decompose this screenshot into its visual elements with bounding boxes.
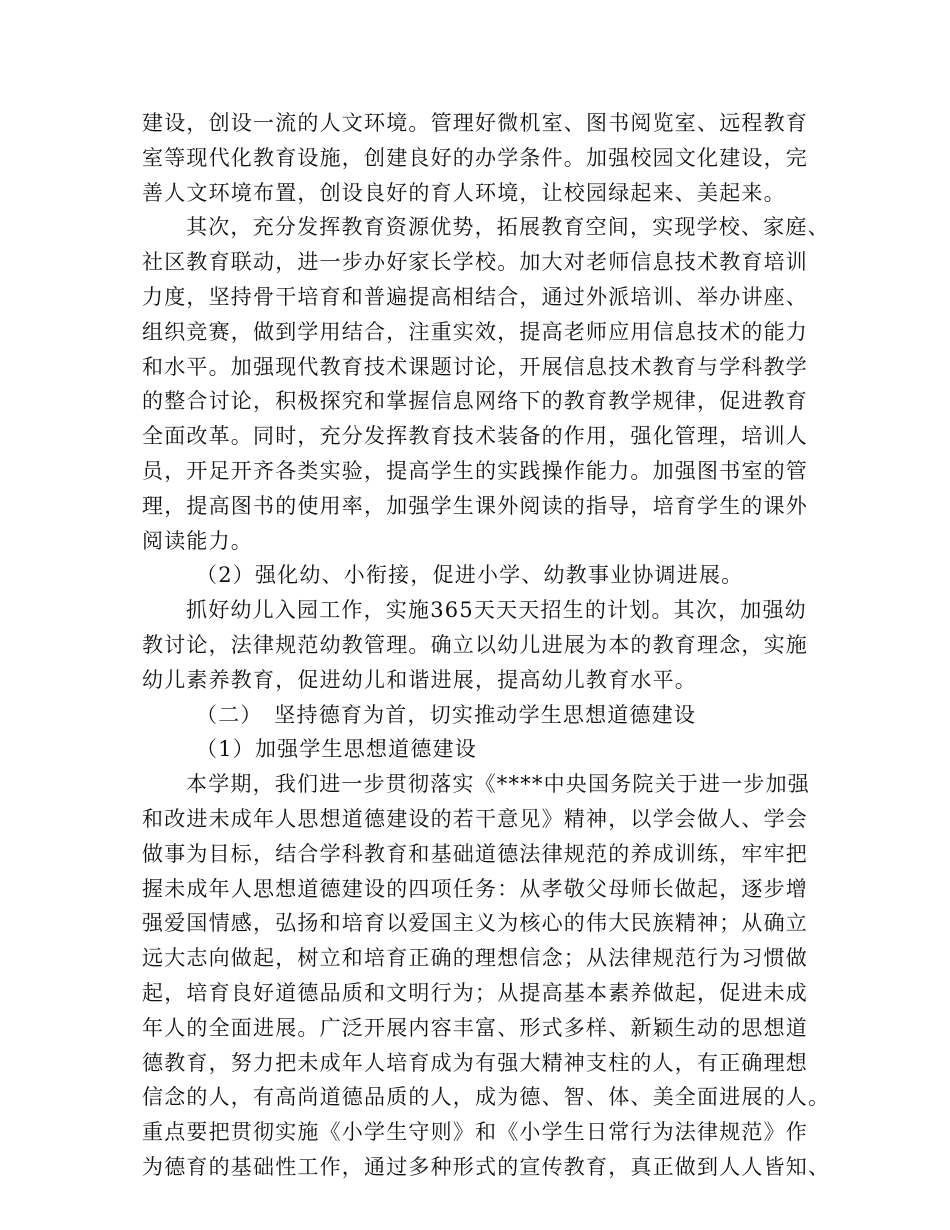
text-line: 重点要把贯彻实施《小学生守则》和《小学生日常行为法律规范》作 <box>142 1120 808 1145</box>
text-line: 阅读能力。 <box>142 528 253 553</box>
text-line: 做事为目标，结合学科教育和基础道德法律规范的养成训练，牢牢把 <box>142 841 808 866</box>
text-line: 善人文环境布置，创设良好的育人环境，让校园绿起来、美起来。 <box>142 180 786 205</box>
paragraph-start-line: 本学期，我们进一步贯彻落实《****中央国务院关于进一步加强 <box>186 772 810 797</box>
text-line: 社区教育联动，进一步办好家长学校。加大对老师信息技术教育培训 <box>142 250 808 275</box>
text-line: 德教育，努力把未成年人培育成为有强大精神支柱的人，有正确理想 <box>142 1050 808 1075</box>
text-line: 组织竞赛，做到学用结合，注重实效，提高老师应用信息技术的能力 <box>142 319 808 344</box>
text-line: 强爱国情感，弘扬和培育以爱国主义为核心的伟大民族精神；从确立 <box>142 911 808 936</box>
text-line: 年人的全面进展。广泛开展内容丰富、形式多样、新颖生动的思想道 <box>142 1015 808 1040</box>
text-line: 全面改革。同时，充分发挥教育技术装备的作用，强化管理，培训人 <box>142 424 808 449</box>
text-line: 建设，创设一流的人文环境。管理好微机室、图书阅览室、远程教育 <box>142 111 808 135</box>
subsection-heading: （1）加强学生思想道德建设 <box>196 737 477 762</box>
text-line: 员，开足开齐各类实验，提高学生的实践操作能力。加强图书室的管 <box>142 458 808 483</box>
text-line: 握未成年人思想道德建设的四项任务：从孝敬父母师长做起，逐步增 <box>142 876 808 901</box>
text-line: 和改进未成年人思想道德建设的若干意见》精神，以学会做人、学会 <box>142 806 808 831</box>
text-line: 信念的人，有高尚道德品质的人，成为德、智、体、美全面进展的人。 <box>142 1085 831 1110</box>
text-line: 幼儿素养教育，促进幼儿和谐进展，提高幼儿教育水平。 <box>142 667 697 692</box>
text-line: 起，培育良好道德品质和文明行为；从提高基本素养做起，促进未成 <box>142 980 808 1005</box>
text-line: 理，提高图书的使用率，加强学生课外阅读的指导，培育学生的课外 <box>142 493 808 518</box>
text-line: 为德育的基础性工作，通过多种形式的宣传教育，真正做到人人皆知、 <box>142 1154 831 1179</box>
document-body <box>142 106 831 1185</box>
text-line: 教讨论，法律规范幼教管理。确立以幼儿进展为本的教育理念，实施 <box>142 632 808 657</box>
section-heading: （二） 坚持德育为首，切实推动学生思想道德建设 <box>196 702 697 727</box>
text-line: 的整合讨论，积极探究和掌握信息网络下的教育教学规律，促进教育 <box>142 389 808 414</box>
section-heading: （2）强化幼、小衔接，促进小学、幼教事业协调进展。 <box>196 563 744 588</box>
paragraph-start-line: 抓好幼儿入园工作，实施365天天天招生的计划。其次，加强幼 <box>186 598 807 623</box>
text-line: 力度，坚持骨干培育和普遍提高相结合，通过外派培训、举办讲座、 <box>142 284 808 309</box>
text-line: 室等现代化教育设施，创建良好的办学条件。加强校园文化建设，完 <box>142 145 808 170</box>
text-line: 和水平。加强现代教育技术课题讨论，开展信息技术教育与学科教学 <box>142 354 808 379</box>
text-line: 远大志向做起，树立和培育正确的理想信念；从法律规范行为习惯做 <box>142 946 808 971</box>
paragraph-start-line: 其次，充分发挥教育资源优势，拓展教育空间，实现学校、家庭、 <box>186 215 830 240</box>
